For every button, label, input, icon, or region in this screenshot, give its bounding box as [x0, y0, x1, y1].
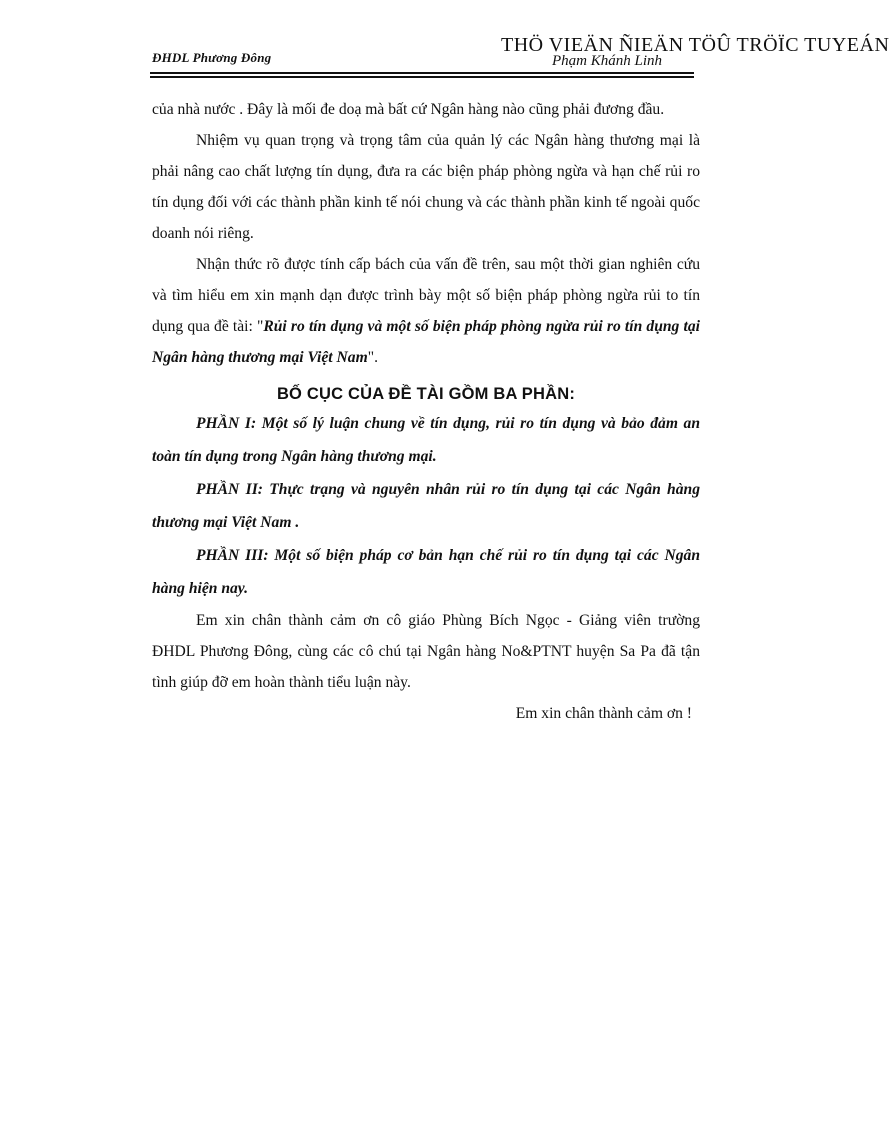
header-author: Phạm Khánh Linh — [552, 53, 663, 69]
paragraph-thanks: Em xin chân thành cảm ơn cô giáo Phùng Bích Ngọc - Giảng viên trường ĐHDL Phương Đông, cùng các cô chú tại Ngân hàng No&PTNT huyện Sa Pa đã tận tình giúp đỡ em hoàn thành tiểu luận này. — [152, 612, 700, 691]
thesis-title: Rủi ro tín dụng và một số biện pháp phòng ngừa rủi ro tín dụng tại Ngân hàng thương mại Việt Nam — [152, 318, 700, 366]
page-body — [152, 94, 700, 729]
part-2: PHẦN II: Thực trạng và nguyên nhân rủi ro tín dụng tại các Ngân hàng thương mại Việt Nam . — [152, 481, 700, 531]
closing-line: Em xin chân thành cảm ơn ! — [515, 705, 692, 722]
header-rule-top — [150, 72, 694, 74]
section-heading: BỐ CỤC CỦA ĐỀ TÀI GỒM BA PHẦN: — [276, 385, 576, 403]
paragraph-2: Nhiệm vụ quan trọng và trọng tâm của quản lý các Ngân hàng thương mại là phải nâng cao chất lượng tín dụng, đưa ra các biện pháp phòng ngừa và hạn chế rủi ro tín dụng đối với các thành phần kinh tế nói chung và các thành phần kinh tế ngoài quốc doanh nói riêng. — [152, 132, 700, 242]
header-school: ĐHDL Phương Đông — [152, 50, 272, 65]
header-rule-bottom — [150, 76, 694, 78]
paragraph-1: của nhà nước . Đây là mối đe doạ mà bất cứ Ngân hàng nào cũng phải đương đầu. — [152, 101, 665, 118]
header-watermark: THÖ VIEÄN ÑIEÄN TÖÛ TRÖÏC TUYEÁN — [501, 34, 889, 56]
paragraph-3-lead: Nhận thức rõ được tính cấp bách của vấn đề trên, sau một thời gian nghiên cứu và tìm hiểu em xin mạnh dạn được trình bày một số biện pháp phòng ngừa rủi to tín dụng qua đề tài: " — [152, 256, 700, 335]
part-1: PHẦN I: Một số lý luận chung về tín dụng, rủi ro tín dụng và bảo đảm an toàn tín dụng trong Ngân hàng thương mại. — [152, 415, 700, 465]
paragraph-3 — [152, 249, 700, 373]
part-3: PHẦN III: Một số biện pháp cơ bản hạn chế rủi ro tín dụng tại các Ngân hàng hiện nay. — [152, 547, 700, 597]
paragraph-3-end: ". — [367, 349, 378, 366]
